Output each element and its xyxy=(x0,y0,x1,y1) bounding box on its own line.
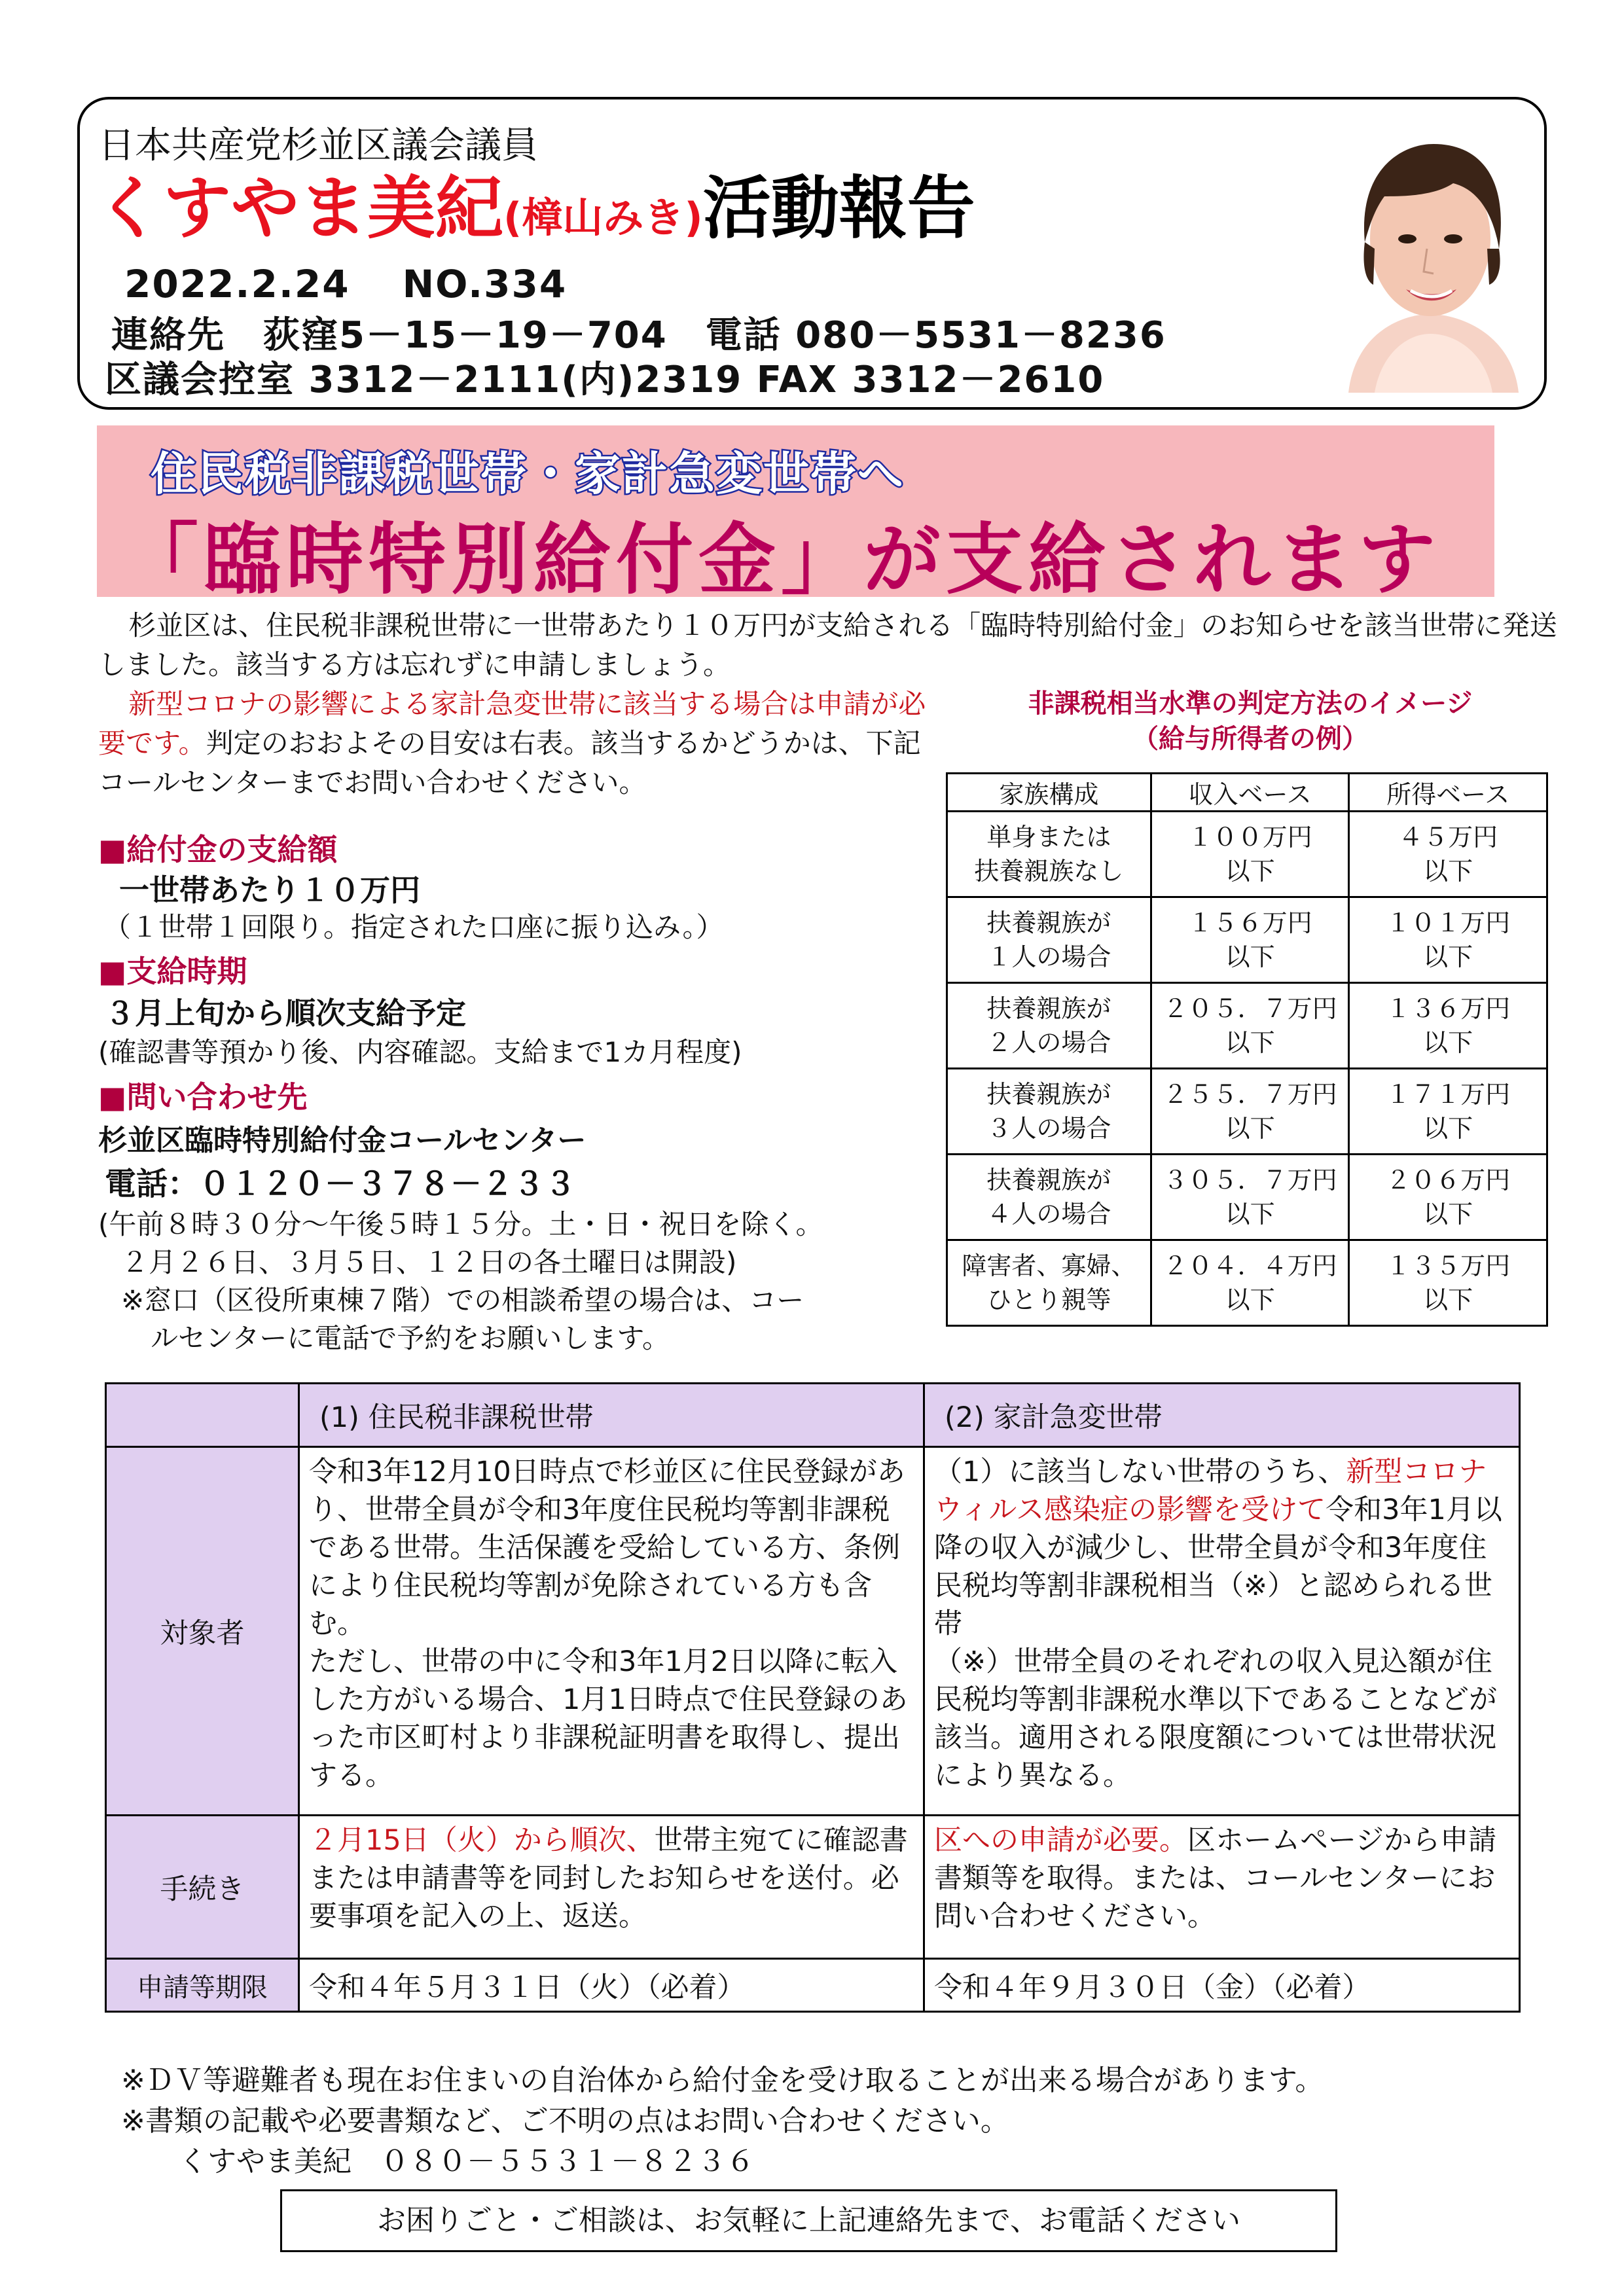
corner-cell xyxy=(106,1384,299,1447)
amount-value: 一世帯あたり１０万円 xyxy=(119,872,420,908)
target-row xyxy=(106,1447,1520,1816)
target-label: 対象者 xyxy=(106,1447,299,1816)
col-nontaxable: (1) 住民税非課税世帯 xyxy=(299,1384,924,1447)
earned-cell: １３６万円 以下 xyxy=(1349,983,1547,1069)
procedure-apply-red: 区への申請が必要。 xyxy=(934,1824,1187,1857)
earned-cell: １０１万円 以下 xyxy=(1349,897,1547,983)
earned-cell: １３５万円 以下 xyxy=(1349,1240,1547,1326)
procedure-sudden-change: 区への申請が必要。区ホームページから申請書類等を取得。または、コールセンターにお問い合わせください。 xyxy=(924,1816,1520,1959)
family-cell: 扶養親族が ２人の場合 xyxy=(947,983,1151,1069)
office-line: 区議会控室 3312－2111(内)2319 FAX 3312－2610 xyxy=(105,359,1105,401)
procedure-nontaxable: ２月15日（火）から順次、世帯主宛てに確認書または申請書等を同封したお知らせを送付。必要事項を記入の上、返送。 xyxy=(299,1816,924,1959)
table-row xyxy=(947,983,1547,1069)
report-title xyxy=(95,168,975,248)
portrait-photo xyxy=(1322,118,1538,393)
member-name-reading: (樟山みき) xyxy=(503,194,703,242)
title-suffix: 活動報告 xyxy=(702,168,975,248)
family-cell: 扶養親族が １人の場合 xyxy=(947,897,1151,983)
footer-notes xyxy=(121,2060,1324,2182)
threshold-table xyxy=(946,772,1548,1327)
table-row xyxy=(947,897,1547,983)
procedure-label: 手続き xyxy=(106,1816,299,1959)
banner-title: 「臨時特別給付金」が支給されます xyxy=(121,514,1441,605)
target-covid-red: 新型コロナウィルス感染症の影響を受けて xyxy=(934,1456,1487,1526)
amount-note: （１世帯１回限り。指定された口座に振り込み。） xyxy=(103,911,724,943)
benefit-table xyxy=(105,1382,1521,2013)
procedure-start-red: ２月15日（火）から順次、 xyxy=(309,1824,655,1857)
table-row xyxy=(947,1155,1547,1240)
family-cell: 障害者、寡婦、 ひとり親等 xyxy=(947,1240,1151,1326)
issue-date: 2022.2.24 xyxy=(124,262,350,306)
earned-cell: １７１万円 以下 xyxy=(1349,1069,1547,1155)
procedure-row xyxy=(106,1816,1520,1959)
call-hours-line-1: (午前８時３０分～午後５時１５分。土・日・祝日を除く。 xyxy=(98,1208,823,1240)
target-sudden-change: （1）に該当しない世帯のうち、新型コロナウィルス感染症の影響を受けて令和3年1月以降の収入が減少し、世帯全員が令和3年度住民税均等割非課税相当（※）と認められる世帯 （※）世帯全員のそれぞれの収入見込額が住民税均等割非課税水準以下であることなどが該当。適用される限度額については世帯状況により異なる。 xyxy=(924,1447,1520,1816)
family-cell: 扶養親族が ４人の場合 xyxy=(947,1155,1151,1240)
threshold-header-row xyxy=(947,774,1547,812)
income-cell: １５６万円 以下 xyxy=(1151,897,1349,983)
header-earned: 所得ベース xyxy=(1349,774,1547,812)
deadline-row xyxy=(106,1959,1520,2012)
threshold-title-line-1: 非課税相当水準の判定方法のイメージ xyxy=(1028,689,1473,719)
target-note: （※）世帯全員のそれぞれの収入見込額が住民税均等割非課税水準以下であることなどが該当。適用される限度額については世帯状況により異なる。 xyxy=(934,1645,1497,1792)
timing-value: ３月上旬から順次支給予定 xyxy=(105,996,466,1031)
deadline-label: 申請等期限 xyxy=(106,1959,299,2012)
table-row xyxy=(947,812,1547,897)
family-cell: 単身または 扶養親族なし xyxy=(947,812,1151,897)
contact-line: 連絡先 荻窪5－15－19－704 電話 080－5531－8236 xyxy=(111,314,1166,357)
notice-paragraph xyxy=(98,685,926,802)
party-line: 日本共産党杉並区議会議員 xyxy=(98,124,538,167)
income-cell: ２０５．７万円 以下 xyxy=(1151,983,1349,1069)
income-cell: １００万円 以下 xyxy=(1151,812,1349,897)
income-cell: ３０５．７万円 以下 xyxy=(1151,1155,1349,1240)
amount-heading: ■給付金の支給額 xyxy=(98,832,338,867)
earned-cell: ２０６万円 以下 xyxy=(1349,1155,1547,1240)
header-family: 家族構成 xyxy=(947,774,1151,812)
family-cell: 扶養親族が ３人の場合 xyxy=(947,1069,1151,1155)
col-sudden-change: (2) 家計急変世帯 xyxy=(924,1384,1520,1447)
member-name: くすやま美紀 xyxy=(95,168,504,248)
intro-paragraph: 杉並区は、住民税非課税世帯に一世帯あたり１０万円が支給される「臨時特別給付金」のお知らせを該当世帯に発送しました。該当する方は忘れずに申請しましょう。 xyxy=(98,609,1557,681)
issue-number: NO.334 xyxy=(402,262,568,306)
notice-red: 新型コロナの影響による家計急変世帯に該当する場合は申請が必要です。 xyxy=(98,688,926,759)
table-row xyxy=(947,1240,1547,1326)
income-cell: ２５５．７万円 以下 xyxy=(1151,1069,1349,1155)
footer-note-inquiry: ※書類の記載や必要書類など、ご不明の点はお問い合わせください。 xyxy=(121,2104,1009,2138)
benefit-header-row xyxy=(106,1384,1520,1447)
income-cell: ２０４．４万円 以下 xyxy=(1151,1240,1349,1326)
issue-line xyxy=(124,262,567,306)
earned-cell: ４５万円 以下 xyxy=(1349,812,1547,897)
notice-rest: 判定のおおよその目安は右表。該当するかどうかは、下記コールセンターまでお問い合わせください。 xyxy=(98,727,921,798)
table-row xyxy=(947,1069,1547,1155)
call-center-name: 杉並区臨時特別給付金コールセンター xyxy=(98,1124,586,1157)
call-center-phone: 電話：０１２０－３７８－２３３ xyxy=(105,1166,577,1202)
threshold-title xyxy=(943,686,1558,757)
consultation-box: お困りごと・ご相談は、お気軽に上記連絡先まで、お電話ください xyxy=(280,2189,1337,2252)
window-note-line-1: ※窓口（区役所東棟７階）での相談希望の場合は、コー xyxy=(121,1284,804,1316)
header-income: 収入ベース xyxy=(1151,774,1349,812)
call-hours-line-2: ２月２６日、３月５日、１２日の各土曜日は開設) xyxy=(121,1246,737,1278)
contact-heading: ■問い合わせ先 xyxy=(98,1079,308,1115)
timing-heading: ■支給時期 xyxy=(98,954,247,989)
threshold-title-line-2: （給与所得者の例） xyxy=(1132,724,1368,754)
footer-note-dv: ※ＤＶ等避難者も現在お住まいの自治体から給付金を受け取ることが出来る場合があります。 xyxy=(121,2064,1324,2097)
timing-note: (確認書等預かり後、内容確認。支給まで1カ月程度) xyxy=(98,1036,742,1068)
window-note-line-2: ルセンターに電話で予約をお願いします。 xyxy=(151,1322,670,1354)
target-nontaxable: 令和3年12月10日時点で杉並区に住民登録があり、世帯全員が令和3年度住民税均等割非課税である世帯。生活保護を受給している方、条例により住民税均等割が免除されている方も含む。 ただし、世帯の中に令和3年1月2日以降に転入した方がいる場合、1月1日時点で住民登録のあった市区町村より非課税証明書を取得し、提出する。 xyxy=(299,1447,924,1816)
deadline-nontaxable: 令和４年５月３１日（火）（必着） xyxy=(299,1959,924,2012)
banner-subtitle: 住民税非課税世帯・家計急変世帯へ xyxy=(151,447,905,501)
footer-note-phone: くすやま美紀 ０８０－５５３１－８２３６ xyxy=(121,2145,755,2178)
deadline-sudden-change: 令和４年９月３０日（金）（必着） xyxy=(924,1959,1520,2012)
